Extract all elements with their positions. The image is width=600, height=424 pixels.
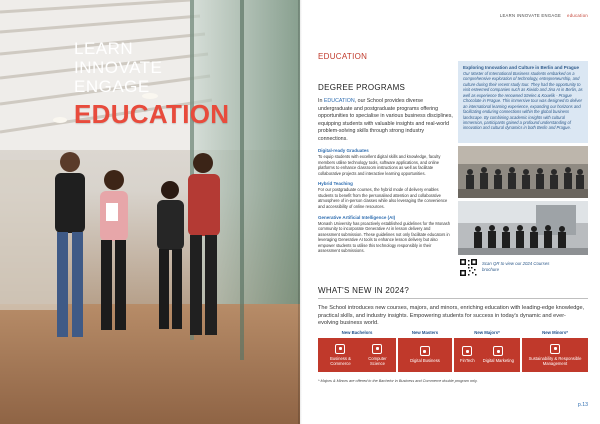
cover-title-line: LEARN	[74, 39, 134, 58]
program-item	[361, 344, 394, 366]
feature-body: Monash University has proactively established guidelines for the Monash community to incorporate Generative AI in lesson delivery and assessment submission. These guidelines not only facilitate educators in leveraging Generative AI tools to enhance lesson delivery but also empower students to utilise this technology responsibly in their assessment submissions.	[318, 220, 450, 254]
digital-business-icon	[420, 346, 430, 356]
degree-programs-title: DEGREE PROGRAMS	[318, 83, 406, 92]
feature-body: To equip students with excellent digital skills and knowledge, faculty members utilise technology tools, software applications, and online platforms to enhance classroom instructions as well as facilitate collaborative projects and interactive learning opportunities.	[318, 154, 441, 176]
business-icon	[335, 344, 345, 354]
marketing-icon	[493, 346, 503, 356]
program-name: Business & Commerce	[329, 355, 351, 366]
content-page	[302, 0, 600, 424]
program-name: Computer Science	[368, 355, 387, 366]
category-label: New Majors*	[474, 330, 500, 335]
page-number: p.13	[577, 402, 588, 408]
running-head-text: LEARN INNOVATE ENGAGE	[499, 13, 562, 18]
category-label: New Minors*	[542, 330, 568, 335]
category-box-majors	[454, 338, 520, 372]
intro-highlight: EDUCATION	[323, 98, 355, 104]
program-name: FinTech	[460, 358, 475, 364]
category-box-masters	[398, 338, 452, 372]
qr-code-icon[interactable]	[459, 258, 478, 277]
whats-new-description: The School introduces new courses, majors, and minors, enriching education with leading-edge knowledge, practical skills, and industry insights. Empowering students for success in today's dynamic and ever-evolving business world.	[318, 305, 585, 327]
callout-heading: Exploring Innovation and Culture in Berlin and Prague	[463, 65, 580, 70]
outdoor-photo-image	[458, 201, 588, 255]
section-label: EDUCATION	[318, 52, 368, 61]
section-divider	[318, 298, 588, 299]
study-tour-callout	[458, 61, 588, 143]
whats-new-title: WHAT'S NEW IN 2024?	[318, 286, 410, 295]
fintech-icon	[462, 346, 472, 356]
program-item	[460, 346, 475, 363]
cover-title-line: INNOVATE	[74, 58, 163, 77]
program-item	[410, 346, 440, 363]
feature-body: For our postgraduate courses, the hybrid mode of delivery enables students to benefit from the personalised attention and collaborative atmosphere of in-person classes while also leveraging the convenience and accessibility of online resources.	[318, 187, 448, 209]
qr-caption: Scan QR to view our 2024 Courses brochure	[482, 261, 550, 272]
cover-title	[74, 40, 229, 127]
category-label: New Bachelors	[341, 330, 373, 335]
program-item	[483, 346, 514, 363]
category-box-minors	[522, 338, 588, 372]
cover-title-highlight: EDUCATION	[74, 99, 230, 129]
running-head	[500, 13, 588, 18]
study-tour-group-photo	[458, 146, 588, 198]
category-label: New Masters	[411, 330, 439, 335]
feature-heading: Hybrid Teaching	[318, 181, 353, 187]
feature-list	[318, 148, 453, 259]
sustainability-icon	[550, 344, 560, 354]
computer-icon	[372, 344, 382, 354]
cover-title-line: ENGAGE	[74, 77, 150, 96]
running-head-accent: education	[567, 13, 588, 18]
program-category-labels	[318, 330, 588, 335]
program-item	[524, 344, 586, 366]
feature-heading: Generative Artificial Intelligence (AI)	[318, 214, 396, 220]
feature-item	[318, 181, 453, 209]
program-category-boxes	[318, 338, 588, 372]
program-name: Sustainability & Responsible Management	[528, 355, 582, 366]
intro-pre: In	[318, 98, 324, 104]
intro-post: , our School provides diverse undergraduate and postgraduate programs offering opportunities to specialise in various business disciplines, equipping students with valuable insights and real-world problem-solving skills through strong industry connections.	[318, 98, 453, 142]
feature-heading: Digital-ready Graduates	[318, 148, 369, 153]
feature-item	[318, 148, 453, 176]
program-name: Digital Marketing	[482, 358, 514, 364]
callout-body: Our Master of International Business students embarked on a comprehensive exploration of technology, entrepreneurship, and culture during their recent study tour. They had the opportunity to visit esteemed companies such as Kiwido and Jina AI in Berlin, as well as experience the renowned Strelec & Kouelik - Prague Chocolate in Prague. This immersive tour was designed to deliver an international learning experience, expanding our horizons and facilitating enduring connections within the global business landscape. By combining academic insights with cultural immersion, participants gained a profound understanding of innovation and cultural dynamics in both Berlin and Prague.	[463, 71, 583, 131]
program-item	[320, 344, 361, 366]
study-tour-outdoor-photo	[458, 201, 588, 255]
footnote: * Majors & Minors are offered in the Bachelor in Business and Commerce double program only.	[318, 379, 478, 383]
degree-intro	[318, 98, 453, 143]
program-name: Digital Business	[410, 358, 440, 364]
group-photo-image	[458, 146, 588, 198]
category-box-bachelors	[318, 338, 396, 372]
feature-item	[318, 215, 453, 254]
